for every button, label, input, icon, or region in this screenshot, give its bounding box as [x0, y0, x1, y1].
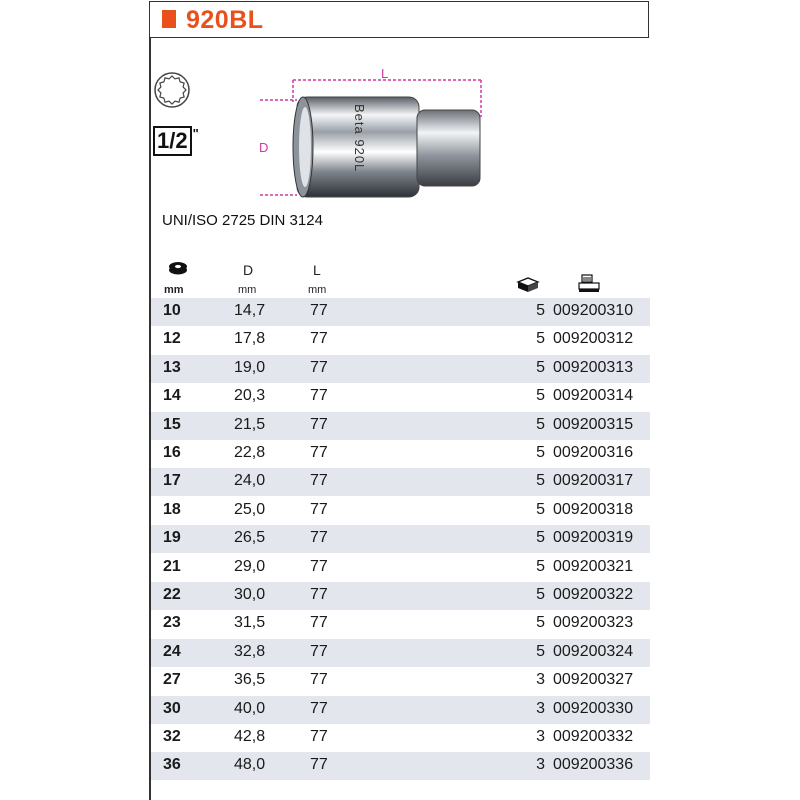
drive-size-label: 1/2 "	[153, 126, 199, 156]
code-cell: 009200318	[553, 500, 634, 518]
size-cell: 17	[163, 472, 181, 490]
size-cell: 22	[163, 586, 181, 603]
d-cell: 24,0	[234, 472, 266, 490]
size-unit: mm	[164, 284, 184, 296]
code-cell: 009200332	[553, 728, 634, 745]
table-row	[151, 298, 650, 326]
l-cell: 77	[310, 415, 328, 433]
table-row	[151, 667, 650, 695]
code-cell: 009200312	[553, 330, 634, 348]
d-cell: 29,0	[234, 557, 266, 575]
code-cell: 009200319	[553, 529, 634, 547]
size-cell: 12	[163, 330, 181, 348]
l-cell: 77	[310, 728, 328, 745]
d-cell: 21,5	[234, 415, 266, 433]
l-cell: 77	[310, 642, 328, 660]
qty-cell: 5	[536, 444, 545, 461]
size-cell: 24	[163, 642, 181, 660]
code-cell: 009200317	[553, 472, 634, 490]
table-row	[151, 412, 650, 440]
l-column-header: L	[313, 262, 321, 278]
l-cell: 77	[310, 529, 328, 547]
qty-cell: 5	[536, 557, 545, 575]
code-cell: 009200323	[553, 614, 634, 632]
qty-cell: 5	[536, 302, 545, 319]
length-label: L	[381, 66, 389, 81]
code-cell: 009200315	[553, 415, 634, 433]
qty-cell: 5	[536, 529, 545, 547]
code-cell: 009200330	[553, 699, 634, 717]
size-cell: 30	[163, 699, 181, 717]
l-cell: 77	[310, 358, 328, 376]
d-cell: 17,8	[234, 330, 266, 348]
d-cell: 22,8	[234, 444, 266, 461]
size-cell: 10	[163, 302, 181, 319]
size-cell: 32	[163, 728, 181, 745]
d-cell: 25,0	[234, 500, 266, 518]
table-row	[151, 355, 650, 383]
d-unit: mm	[238, 284, 257, 296]
qty-cell: 5	[536, 330, 545, 348]
d-cell: 14,7	[234, 302, 266, 319]
table-row	[151, 610, 650, 638]
twelve-point-socket-icon	[152, 70, 192, 110]
code-cell: 009200336	[553, 756, 634, 774]
code-cell: 009200310	[553, 302, 634, 319]
qty-cell: 3	[536, 671, 545, 689]
l-cell: 77	[310, 330, 328, 348]
size-cell: 27	[163, 671, 181, 689]
table-row	[151, 383, 650, 411]
qty-cell: 5	[536, 415, 545, 433]
table-row	[151, 752, 650, 780]
l-cell: 77	[310, 500, 328, 518]
table-row	[151, 468, 650, 496]
code-cell: 009200316	[553, 444, 634, 461]
socket-engraving: Beta 920L	[352, 104, 367, 173]
l-cell: 77	[310, 586, 328, 603]
d-cell: 19,0	[234, 358, 266, 376]
qty-cell: 5	[536, 642, 545, 660]
d-cell: 30,0	[234, 586, 266, 603]
code-cell: 009200314	[553, 387, 634, 405]
code-cell: 009200324	[553, 642, 634, 660]
qty-cell: 5	[536, 500, 545, 518]
qty-cell: 5	[536, 387, 545, 405]
size-cell: 15	[163, 415, 181, 433]
title-accent-block	[162, 10, 176, 28]
page-title: 920BL	[186, 6, 264, 34]
l-cell: 77	[310, 699, 328, 717]
d-cell: 42,8	[234, 728, 266, 745]
size-cell: 21	[163, 557, 181, 575]
l-cell: 77	[310, 671, 328, 689]
d-cell: 36,5	[234, 671, 266, 689]
diameter-label: D	[259, 140, 269, 155]
code-cell: 009200313	[553, 358, 634, 376]
size-cell: 13	[163, 358, 181, 376]
size-cell: 16	[163, 444, 181, 461]
table-row	[151, 326, 650, 354]
package-icon	[516, 276, 540, 294]
d-column-header: D	[243, 262, 254, 278]
table-row	[151, 724, 650, 752]
standard-reference: UNI/ISO 2725 DIN 3124	[162, 212, 323, 229]
table-row	[151, 639, 650, 667]
barcode-register-icon	[578, 274, 600, 294]
d-cell: 26,5	[234, 529, 266, 547]
table-row	[151, 440, 650, 468]
d-cell: 20,3	[234, 387, 266, 405]
d-cell: 31,5	[234, 614, 266, 632]
qty-cell: 5	[536, 586, 545, 603]
d-cell: 40,0	[234, 699, 266, 717]
qty-cell: 3	[536, 756, 545, 774]
l-cell: 77	[310, 387, 328, 405]
table-row	[151, 497, 650, 525]
qty-cell: 3	[536, 699, 545, 717]
title-bar	[149, 1, 649, 38]
qty-cell: 5	[536, 358, 545, 376]
qty-cell: 5	[536, 472, 545, 490]
l-unit: mm	[308, 284, 327, 296]
qty-cell: 5	[536, 614, 545, 632]
l-cell: 77	[310, 472, 328, 490]
d-cell: 48,0	[234, 756, 266, 774]
qty-cell: 3	[536, 728, 545, 745]
size-cell: 18	[163, 500, 181, 518]
table-row	[151, 582, 650, 610]
size-cell: 14	[163, 387, 181, 405]
size-cell: 36	[163, 756, 181, 774]
code-cell: 009200327	[553, 671, 634, 689]
table-row	[151, 696, 650, 724]
l-cell: 77	[310, 557, 328, 575]
l-cell: 77	[310, 756, 328, 774]
size-cell: 19	[163, 529, 181, 547]
l-cell: 77	[310, 302, 328, 319]
code-cell: 009200322	[553, 586, 634, 603]
d-cell: 32,8	[234, 642, 266, 660]
l-cell: 77	[310, 614, 328, 632]
hex-nut-icon	[168, 261, 188, 275]
table-row	[151, 554, 650, 582]
size-cell: 23	[163, 614, 181, 632]
code-cell: 009200321	[553, 557, 634, 575]
table-row	[151, 525, 650, 553]
l-cell: 77	[310, 444, 328, 461]
socket-diagram	[255, 62, 495, 212]
socket-neck	[417, 110, 480, 186]
